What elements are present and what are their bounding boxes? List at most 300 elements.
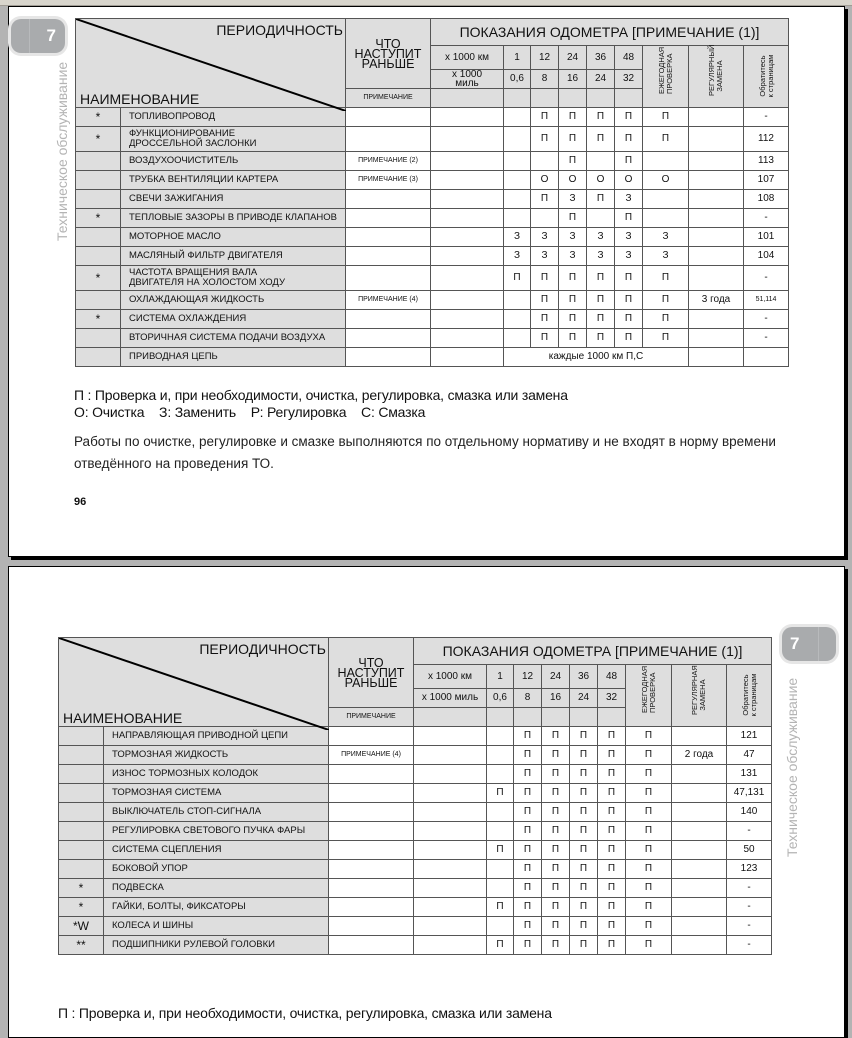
annual-cell: П [643,291,689,310]
note-cell [329,917,414,936]
interval-cell: П [598,898,626,917]
pages-cell: 108 [744,190,789,209]
regular-cell [672,917,727,936]
table-row [76,291,789,310]
interval-cell: П [514,727,542,746]
interval-cell [531,209,559,228]
mark-cell [59,841,104,860]
table-row [59,765,772,784]
regular-cell [689,190,744,209]
document-page-97 [8,566,845,1038]
table-row [59,898,772,917]
mark-cell [76,190,121,209]
item-name: МОТОРНОЕ МАСЛО [121,228,346,247]
km-label: x 1000 км [431,46,504,70]
regular-cell [689,310,744,329]
annual-cell: П [626,822,672,841]
interval-cell: З [504,247,531,266]
interval-cell [504,329,531,348]
pages-cell: 107 [744,171,789,190]
regular-cell [672,727,727,746]
note-cell [346,228,431,247]
interval-cell [487,879,514,898]
pages-cell: 112 [744,127,789,152]
note-cell [346,190,431,209]
maintenance-table-2 [58,637,772,955]
interval-cell: З [587,247,615,266]
annual-cell: П [626,936,672,955]
mark-cell [76,348,121,367]
note-cell [329,841,414,860]
interval-text: каждые 1000 км П,С [504,348,689,367]
mark-cell [59,822,104,841]
interval-cell: П [531,266,559,291]
miles-label: x 1000 миль [414,689,487,708]
note-header: ПРИМЕЧАНИЕ [329,708,414,727]
item-name: НАПРАВЛЯЮЩАЯ ПРИВОДНОЙ ЦЕПИ [104,727,329,746]
interval-cell [487,803,514,822]
interval-cell: П [487,936,514,955]
miles-0: 0,6 [487,689,514,708]
mark-cell: * [76,108,121,127]
document-page-96 [8,6,845,557]
table-row [76,127,789,152]
annual-cell: П [643,127,689,152]
interval-cell: З [531,247,559,266]
item-name: ТРУБКА ВЕНТИЛЯЦИИ КАРТЕРА [121,171,346,190]
name-label: НАИМЕНОВАНИЕ [63,710,183,726]
interval-cell: П [514,803,542,822]
interval-cell: П [615,152,643,171]
regular-cell [689,247,744,266]
note-cell [329,765,414,784]
table-row [76,348,789,367]
name-periodicity-header [76,19,346,108]
interval-cell: П [570,917,598,936]
item-name: ОХЛАЖДАЮЩАЯ ЖИДКОСТЬ [121,291,346,310]
interval-cell: П [598,803,626,822]
item-name: ТОПЛИВОПРОВОД [121,108,346,127]
regular-cell [672,936,727,955]
miles-4: 32 [598,689,626,708]
km-1: 12 [531,46,559,70]
odometer-header: ПОКАЗАНИЯ ОДОМЕТРА [ПРИМЕЧАНИЕ (1)] [414,638,772,665]
interval-cell: П [542,898,570,917]
pages-cell: - [744,310,789,329]
mark-cell: * [76,310,121,329]
note-cell [329,727,414,746]
table-row [76,171,789,190]
chapter-tab [782,627,836,661]
interval-cell [504,310,531,329]
annual-cell: П [626,784,672,803]
periodicity-label: ПЕРИОДИЧНОСТЬ [216,22,343,38]
interval-cell [487,822,514,841]
km-3: 36 [570,665,598,689]
interval-cell: П [587,266,615,291]
interval-cell: П [570,765,598,784]
interval-cell [487,727,514,746]
interval-cell: П [615,310,643,329]
note-cell [346,108,431,127]
regular-cell [689,348,744,367]
pages-cell: - [727,917,772,936]
interval-cell: П [531,190,559,209]
table-row [59,822,772,841]
note-cell [346,310,431,329]
km-0: 1 [487,665,514,689]
pages-cell: 140 [727,803,772,822]
interval-cell: П [570,784,598,803]
interval-cell: З [559,190,587,209]
item-name: СИСТЕМА ОХЛАЖДЕНИЯ [121,310,346,329]
pages-cell: - [727,879,772,898]
interval-cell: П [559,310,587,329]
regular-cell [672,822,727,841]
interval-cell: П [615,209,643,228]
legend [58,1005,552,1022]
whichever-first-header: ЧТО НАСТУПИТ РАНЬШЕ [346,19,431,89]
interval-cell: П [615,127,643,152]
regular-cell [672,784,727,803]
interval-cell: П [531,310,559,329]
interval-cell: П [570,841,598,860]
interval-cell: П [559,108,587,127]
interval-cell: П [487,841,514,860]
mark-cell: * [76,266,121,291]
km-4: 48 [598,665,626,689]
pages-cell: - [744,209,789,228]
interval-cell: П [542,803,570,822]
whichever-first-header: ЧТО НАСТУПИТ РАНЬШЕ [329,638,414,708]
item-name: МАСЛЯНЫЙ ФИЛЬТР ДВИГАТЕЛЯ [121,247,346,266]
note-cell [346,266,431,291]
km-2: 24 [542,665,570,689]
note-cell [329,822,414,841]
interval-cell: П [615,291,643,310]
interval-cell: П [542,879,570,898]
interval-cell [504,171,531,190]
interval-cell: П [598,765,626,784]
legend-line-2: О: Очистка З: Заменить Р: Регулировка С: Смазка [74,404,426,420]
interval-cell: П [531,127,559,152]
interval-cell [487,765,514,784]
annual-cell: П [626,917,672,936]
interval-cell: П [598,936,626,955]
annual-cell: П [626,765,672,784]
name-label: НАИМЕНОВАНИЕ [80,91,200,107]
item-name: СВЕЧИ ЗАЖИГАНИЯ [121,190,346,209]
regular-cell [672,879,727,898]
regular-cell [689,266,744,291]
interval-cell: П [598,879,626,898]
mark-cell [76,152,121,171]
interval-cell: П [514,746,542,765]
annual-check-header: ЕЖЕГОДНАЯ ПРОВЕРКА [626,665,672,727]
interval-cell [504,127,531,152]
interval-cell: П [542,765,570,784]
interval-cell [487,746,514,765]
item-name: ТЕПЛОВЫЕ ЗАЗОРЫ В ПРИВОДЕ КЛАПАНОВ [121,209,346,228]
annual-cell: П [643,310,689,329]
item-name: ТОРМОЗНАЯ СИСТЕМА [104,784,329,803]
interval-cell: П [514,898,542,917]
note-cell [329,803,414,822]
table-row [76,247,789,266]
interval-cell [504,209,531,228]
annual-cell [643,152,689,171]
table-row [59,784,772,803]
interval-cell: П [570,803,598,822]
interval-cell: П [542,841,570,860]
interval-cell: П [587,127,615,152]
regular-cell [689,329,744,348]
table-row [76,190,789,209]
mark-cell: * [59,898,104,917]
interval-cell: З [559,247,587,266]
interval-cell: П [615,329,643,348]
mark-cell [76,171,121,190]
item-name: ПОДШИПНИКИ РУЛЕВОЙ ГОЛОВКИ [104,936,329,955]
interval-cell: П [542,917,570,936]
interval-cell: П [559,266,587,291]
miles-1: 8 [531,70,559,89]
interval-cell: П [570,879,598,898]
item-name: БОКОВОЙ УПОР [104,860,329,879]
interval-cell: П [559,291,587,310]
annual-check-header: ЕЖЕГОДНАЯ ПРОВЕРКА [643,46,689,108]
interval-cell: П [598,822,626,841]
item-name: ИЗНОС ТОРМОЗНЫХ КОЛОДОК [104,765,329,784]
mark-cell [76,291,121,310]
pages-cell: 104 [744,247,789,266]
mark-cell: *W [59,917,104,936]
interval-cell: П [570,727,598,746]
pages-cell: 51,114 [744,291,789,310]
interval-cell: П [542,727,570,746]
item-name: ВТОРИЧНАЯ СИСТЕМА ПОДАЧИ ВОЗДУХА [121,329,346,348]
interval-cell: П [531,291,559,310]
interval-cell: П [598,727,626,746]
annual-cell: О [643,171,689,190]
note-cell [329,784,414,803]
table-row [76,266,789,291]
interval-cell: П [615,266,643,291]
note-cell [346,127,431,152]
km-label: x 1000 км [414,665,487,689]
miles-1: 8 [514,689,542,708]
item-name: ГАЙКИ, БОЛТЫ, ФИКСАТОРЫ [104,898,329,917]
km-0: 1 [504,46,531,70]
annual-cell: П [626,860,672,879]
pages-cell: 123 [727,860,772,879]
table-row [76,228,789,247]
mark-cell: * [76,209,121,228]
regular-cell [689,152,744,171]
mark-cell: * [59,879,104,898]
chapter-side-label: Техническое обслуживание [54,61,70,241]
interval-cell [587,152,615,171]
pages-cell: 121 [727,727,772,746]
regular-cell: 3 года [689,291,744,310]
interval-cell: П [531,329,559,348]
table-row [76,310,789,329]
interval-cell: П [559,329,587,348]
item-name: РЕГУЛИРОВКА СВЕТОВОГО ПУЧКА ФАРЫ [104,822,329,841]
note-cell [329,936,414,955]
interval-cell [487,917,514,936]
interval-cell: О [587,171,615,190]
miles-4: 32 [615,70,643,89]
table-row [59,936,772,955]
pages-cell: 47 [727,746,772,765]
table-row [59,917,772,936]
interval-cell: П [504,266,531,291]
interval-cell: П [514,822,542,841]
interval-cell [587,209,615,228]
annual-cell: П [626,898,672,917]
interval-cell [504,190,531,209]
interval-cell: П [514,841,542,860]
interval-cell: О [531,171,559,190]
regular-cell [672,841,727,860]
item-name: СИСТЕМА СЦЕПЛЕНИЯ [104,841,329,860]
annual-cell: З [643,247,689,266]
regular-cell [689,108,744,127]
interval-cell: З [587,228,615,247]
mark-cell [59,803,104,822]
pages-cell: 113 [744,152,789,171]
chapter-number: 7 [46,26,56,45]
chapter-side-label: Техническое обслуживание [784,677,800,857]
mark-cell [76,228,121,247]
periodicity-label: ПЕРИОДИЧНОСТЬ [199,641,326,657]
interval-cell: П [598,917,626,936]
table-row [59,746,772,765]
interval-cell: З [615,228,643,247]
item-name: КОЛЕСА И ШИНЫ [104,917,329,936]
pages-cell: - [744,329,789,348]
annual-cell: П [643,108,689,127]
legend-line-1: П : Проверка и, при необходимости, очистка, регулировка, смазка или замена [74,387,568,403]
interval-cell: О [615,171,643,190]
note-cell: ПРИМЕЧАНИЕ (4) [329,746,414,765]
interval-cell: П [587,310,615,329]
table-row [76,209,789,228]
annual-cell: П [626,746,672,765]
regular-cell [689,127,744,152]
interval-cell: З [531,228,559,247]
pages-cell: 101 [744,228,789,247]
item-name: ТОРМОЗНАЯ ЖИДКОСТЬ [104,746,329,765]
mark-cell [76,329,121,348]
pages-cell: 50 [727,841,772,860]
table-row [59,879,772,898]
chapter-tab [11,19,65,53]
item-name: ЧАСТОТА ВРАЩЕНИЯ ВАЛА ДВИГАТЕЛЯ НА ХОЛОСТОМ ХОДУ [121,266,346,291]
interval-cell [504,291,531,310]
note-paragraph: Работы по очистке, регулировке и смазке выполняются по отдельному нормативу и не входят в норму времени отведённого на проведения ТО. [74,434,776,471]
pages-cell: - [727,822,772,841]
interval-cell: П [570,898,598,917]
interval-cell: П [514,765,542,784]
interval-cell: П [514,860,542,879]
pages-cell: - [744,266,789,291]
annual-cell: П [626,879,672,898]
pages-cell [744,348,789,367]
interval-cell: П [598,841,626,860]
interval-cell: П [598,860,626,879]
interval-cell: П [559,127,587,152]
interval-cell: П [570,860,598,879]
miles-2: 16 [559,70,587,89]
pages-cell: 131 [727,765,772,784]
see-pages-header: Обратитесь к страницам [727,665,772,727]
regular-cell: 2 года [672,746,727,765]
annual-cell: П [626,727,672,746]
note-cell [346,209,431,228]
interval-cell: П [542,822,570,841]
pages-cell: - [744,108,789,127]
note-cell: ПРИМЕЧАНИЕ (3) [346,171,431,190]
mark-cell [76,247,121,266]
interval-cell: О [559,171,587,190]
mark-cell [59,765,104,784]
note-cell [346,348,431,367]
km-3: 36 [587,46,615,70]
annual-cell: П [643,266,689,291]
table-row [76,329,789,348]
page-number: 96 [74,496,87,508]
note-header: ПРИМЕЧАНИЕ [346,89,431,108]
km-1: 12 [514,665,542,689]
interval-cell: П [587,108,615,127]
interval-cell: П [542,860,570,879]
interval-cell: П [559,152,587,171]
note-cell [329,860,414,879]
regular-cell [689,171,744,190]
mark-cell: * [76,127,121,152]
km-2: 24 [559,46,587,70]
interval-cell: П [542,746,570,765]
legend-line-1: П : Проверка и, при необходимости, очистка, регулировка, смазка или замена [58,1005,552,1021]
miles-label: x 1000 миль [431,70,504,89]
interval-cell: П [514,936,542,955]
table-row [59,841,772,860]
interval-cell [531,152,559,171]
interval-cell [487,860,514,879]
interval-cell [504,152,531,171]
regular-cell [689,209,744,228]
interval-cell: П [514,879,542,898]
table-row [59,803,772,822]
note-cell [329,898,414,917]
mark-cell: ** [59,936,104,955]
mark-cell [59,860,104,879]
regular-replace-header: РЕГУЛЯРНАЯ ЗАМЕНА [672,665,727,727]
mark-cell [59,746,104,765]
interval-cell: П [514,784,542,803]
annual-cell [643,190,689,209]
interval-cell: П [615,108,643,127]
interval-cell: П [598,784,626,803]
table-row [76,152,789,171]
interval-cell: П [587,291,615,310]
maintenance-table-1 [75,18,789,367]
annual-cell: З [643,228,689,247]
pages-cell: - [727,898,772,917]
miles-0: 0,6 [504,70,531,89]
